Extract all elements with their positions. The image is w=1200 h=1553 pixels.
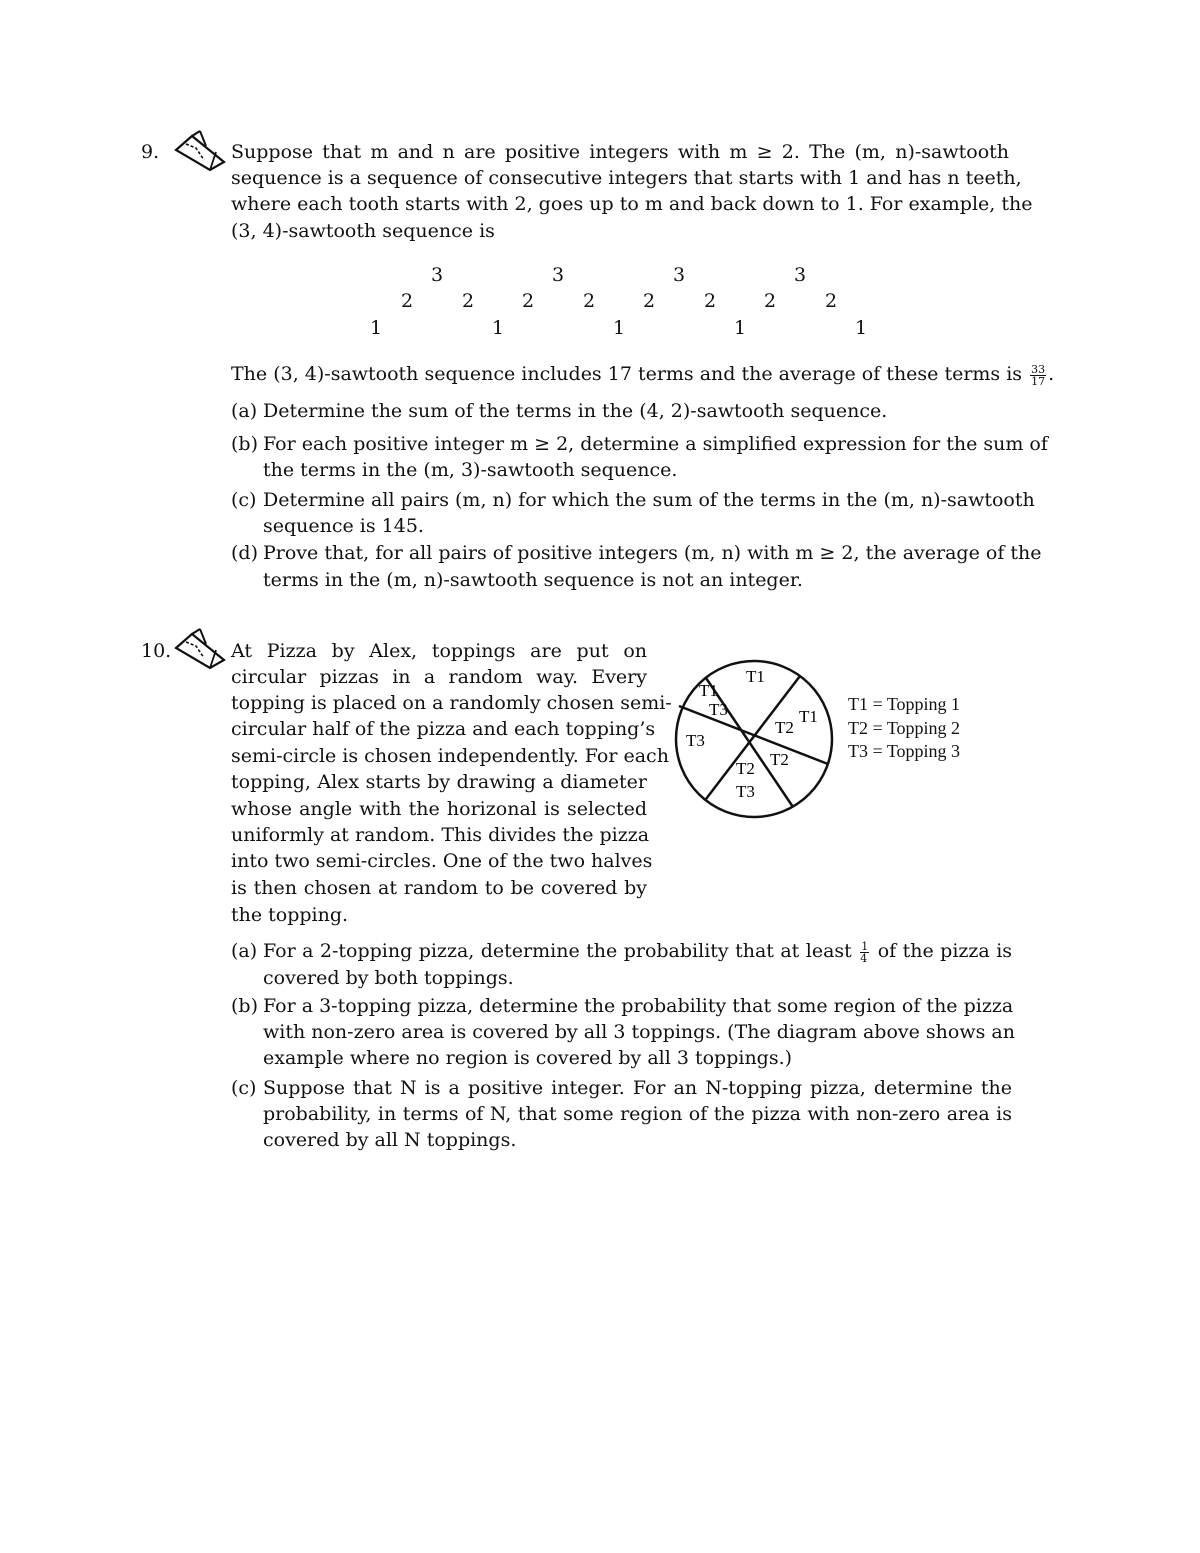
sequence-term: 2	[400, 290, 414, 312]
quarter-fraction	[860, 941, 869, 964]
problem-10-intro-line: is then chosen at random to be covered by	[231, 877, 647, 899]
problem-10-intro-line: topping is placed on a randomly chosen semi-	[231, 692, 672, 714]
legend-entry: T3 = Topping 3	[848, 741, 961, 761]
sequence-term: 2	[521, 290, 535, 312]
problem-10-intro-line: circular half of the pizza and each topping’s	[231, 718, 656, 740]
problem-9-intro-line: (3, 4)-sawtooth sequence is	[231, 220, 495, 242]
sequence-term: 3	[551, 264, 565, 286]
problem-10-intro-line: the topping.	[231, 904, 349, 926]
sequence-term: 3	[672, 264, 686, 286]
sequence-term: 2	[824, 290, 838, 312]
part-label: (b)	[231, 433, 258, 455]
sequence-term: 1	[491, 317, 505, 339]
diagram-label: T2	[775, 718, 794, 737]
sequence-term: 2	[642, 290, 656, 312]
fraction-numerator: 33	[1031, 362, 1046, 376]
problem-9-average-line: The (3, 4)-sawtooth sequence includes 17 terms and the average of these terms is $\frac{33}{17}$ .	[231, 362, 1055, 388]
problem-9-intro-line: Suppose that m and n are positive integers with m ≥ 2. The (m, n)-sawtooth	[231, 141, 1009, 163]
part-label: (d)	[231, 542, 258, 564]
problem-9-number: 9.	[141, 141, 160, 163]
sequence-term: 1	[854, 317, 868, 339]
pizza-diagram	[672, 657, 838, 823]
sequence-term: 2	[703, 290, 717, 312]
problem-10-intro-line: At Pizza by Alex, toppings are put on	[231, 640, 647, 662]
diagram-label: T3	[736, 782, 755, 801]
sequence-term: 2	[461, 290, 475, 312]
problem-10-intro-line: uniformly at random. This divides the pizza	[231, 824, 650, 846]
part-text: Suppose that N is a positive integer. For an N-topping pizza, determine the	[263, 1077, 1012, 1099]
diagram-label: T2	[736, 759, 755, 778]
problem-10-intro-line: semi-circle is chosen independently. For each	[231, 745, 669, 767]
problem-9-intro-line: sequence is a sequence of consecutive integers that starts with 1 and has n teeth,	[231, 167, 1022, 189]
problem-9-intro-line: where each tooth starts with 2, goes up to m and back down to 1. For example, the	[231, 193, 1033, 215]
diagram-label: T3	[709, 700, 728, 719]
diagram-label: T1	[699, 681, 718, 700]
diagram-label: T1	[746, 667, 765, 686]
sequence-term: 2	[582, 290, 596, 312]
sequence-term: 3	[793, 264, 807, 286]
part-text: Determine all pairs (m, n) for which the sum of the terms in the (m, n)-sawtooth	[263, 489, 1035, 511]
part-a-text: For a 2-topping pizza, determine the probability that at least	[263, 940, 852, 962]
diagram-label: T3	[686, 731, 705, 750]
part-label: (c)	[231, 1077, 257, 1099]
sequence-term: 1	[612, 317, 626, 339]
fraction-numerator: 1	[861, 939, 869, 953]
diagram-label: T2	[770, 750, 789, 769]
part-a-text: of the pizza is	[877, 940, 1013, 962]
part-label: (a)	[231, 400, 258, 422]
sequence-term: 1	[733, 317, 747, 339]
part-label: (b)	[231, 995, 258, 1017]
part-text: For each positive integer m ≥ 2, determine a simplified expression for the sum of	[263, 433, 1048, 455]
fraction-denominator: 4	[860, 951, 868, 965]
part-text: example where no region is covered by all 3 toppings.)	[263, 1047, 793, 1069]
part-text: sequence is 145.	[263, 515, 424, 537]
part-text: with non-zero area is covered by all 3 toppings. (The diagram above shows an	[263, 1021, 1015, 1043]
part-text: terms in the (m, n)-sawtooth sequence is not an integer.	[263, 569, 803, 591]
problem-10-intro-line: circular pizzas in a random way. Every	[231, 666, 647, 688]
legend-entry: T2 = Topping 2	[848, 718, 961, 738]
diagram-label: T1	[799, 707, 818, 726]
problem-10-intro-line: into two semi-circles. One of the two halves	[231, 850, 653, 872]
pencil-eraser-icon	[172, 130, 228, 172]
sequence-term: 2	[763, 290, 777, 312]
sequence-term: 1	[369, 317, 383, 339]
diameter-line	[706, 676, 800, 799]
fraction-denominator: 17	[1031, 374, 1046, 388]
part-text: probability, in terms of N, that some region of the pizza with non-zero area is	[263, 1103, 1012, 1125]
part-text	[263, 938, 1012, 964]
part-text: Prove that, for all pairs of positive integers (m, n) with m ≥ 2, the average of the	[263, 542, 1042, 564]
part-text: For a 3-topping pizza, determine the probability that some region of the pizza	[263, 995, 1014, 1017]
part-text: covered by all N toppings.	[263, 1129, 517, 1151]
part-text: the terms in the (m, 3)-sawtooth sequence.	[263, 459, 678, 481]
part-text: Determine the sum of the terms in the (4, 2)-sawtooth sequence.	[263, 400, 888, 422]
part-text: covered by both toppings.	[263, 967, 514, 989]
problem-10-intro-line: whose angle with the horizonal is selected	[231, 798, 647, 820]
problem-10-number: 10.	[141, 640, 172, 662]
sequence-term: 3	[430, 264, 444, 286]
average-text: The (3, 4)-sawtooth sequence includes 17 terms and the average of these terms is	[231, 363, 1023, 385]
average-fraction	[1030, 364, 1046, 387]
part-label: (c)	[231, 489, 257, 511]
problem-10-intro-line: topping, Alex starts by drawing a diameter	[231, 771, 647, 793]
legend-entry: T1 = Topping 1	[848, 694, 961, 714]
part-label: (a)	[231, 940, 258, 962]
pencil-eraser-icon	[172, 628, 228, 670]
